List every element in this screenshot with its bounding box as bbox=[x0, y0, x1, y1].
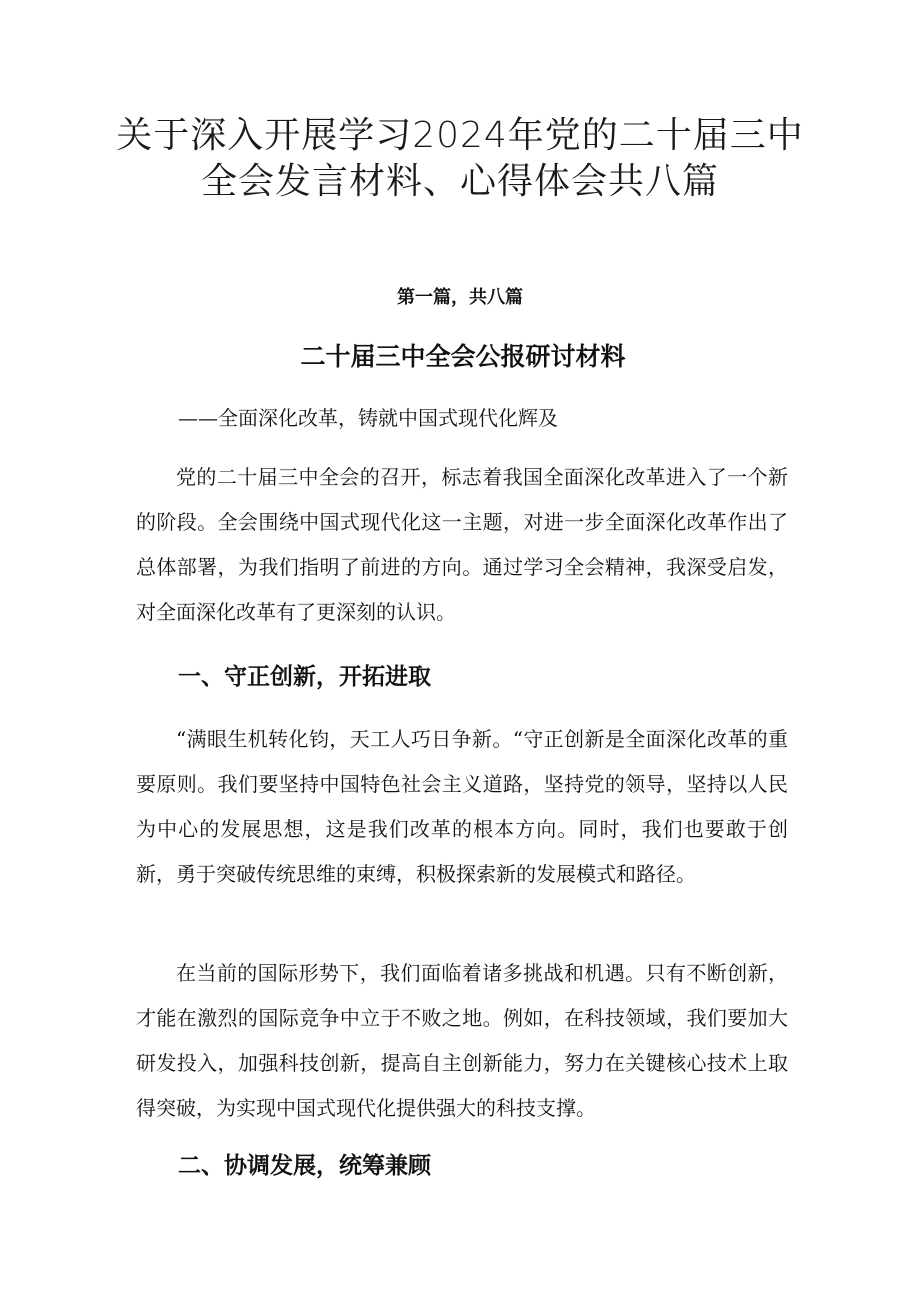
section-heading-1: 一、守正创新，开拓进取 bbox=[178, 664, 431, 690]
paragraph-intro: 党的二十届三中全会的召开，标志着我国全面深化改革进入了一个新的阶段。全会围绕中国式现代化这一主题，对进一步全面深化改革作出了总体部署，为我们指明了前进的方向。通过学习全会精神，我深受启发，对全面深化改革有了更深刻的认识。 bbox=[136, 465, 788, 624]
paragraph-section1-a: “满眼生机转化钧，天工人巧日争新。“守正创新是全面深化改革的重要原则。我们要坚持中国特色社会主义道路，坚持党的领导，坚持以人民为中心的发展思想，这是我们改革的根本方向。同时，我们也要敢于创新，勇于突破传统思维的束缚，积极探索新的发展模式和路径。 bbox=[136, 727, 788, 886]
article-tagline: ——全面深化改革，铸就中国式现代化辉及 bbox=[178, 406, 558, 430]
document-title-line-1: 关于深入开展学习2024年党的二十届三中 bbox=[116, 115, 804, 156]
document-title-line-2: 全会发言材料、心得体会共八篇 bbox=[200, 161, 719, 202]
part-label: 第一篇，共八篇 bbox=[397, 287, 523, 308]
article-subtitle: 二十届三中全会公报研讨材料 bbox=[300, 342, 626, 371]
paragraph-section1-b: 在当前的国际形势下，我们面临着诸多挑战和机遇。只有不断创新，才能在激烈的国际竞争中立于不败之地。例如，在科技领域，我们要加大研发投入，加强科技创新，提高自主创新能力，努力在关键核心技术上取得突破，为实现中国式现代化提供强大的科技支撑。 bbox=[136, 961, 788, 1120]
section-heading-2: 二、协调发展，统筹兼顾 bbox=[178, 1153, 431, 1179]
